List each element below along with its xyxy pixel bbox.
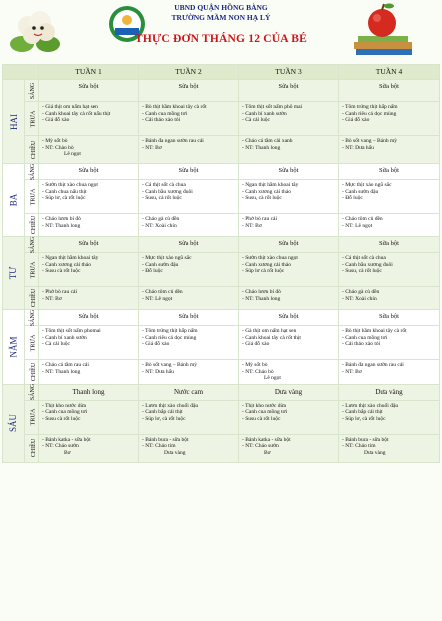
- meal-item: Sữa bột: [178, 83, 199, 90]
- session-name: CHIỀU: [31, 140, 38, 159]
- meal-item: - NT: Cháo sườn: [242, 443, 279, 450]
- meal-item: - Tôm trứng thịt hấp nấm: [342, 104, 398, 110]
- meal-item: - Sườn thịt xào chua ngọt: [242, 255, 298, 261]
- meal-cell: [139, 360, 239, 385]
- meal-item: - Canh bí xanh sườn: [242, 110, 287, 117]
- meal-item: - Mực thịt xào ngũ sắc: [142, 255, 192, 261]
- meal-item: - Canh bí xanh sườn: [42, 334, 87, 341]
- meal-item: - Giá đỗ xào: [242, 341, 270, 348]
- meal-item: - Canh khoai tây cà rốt nấu thịt: [42, 110, 111, 117]
- row-morning: [3, 384, 440, 400]
- meal-cell: [139, 287, 239, 310]
- session-label: [25, 400, 39, 434]
- meal-cell: [339, 164, 440, 180]
- meal-item: - Giá đỗ xào: [342, 117, 370, 124]
- week-2-header: TUẦN 2: [139, 65, 239, 80]
- corner-cell: [3, 65, 39, 80]
- meal-item: - Bò sốt vang – Bánh mỳ: [142, 362, 197, 368]
- meal-item: - Tôm thịt sốt nấm phô mai: [242, 104, 303, 110]
- meal-item: - Cháo gà củ dền: [142, 216, 180, 222]
- meal-item: - Bánh bura - sữa bột: [342, 436, 389, 443]
- meal-item: - Cháo cá tầm rau cải: [42, 362, 89, 368]
- meal-item: - Tôm thịt sốt nấm phomai: [42, 328, 101, 334]
- meal-item: Bơ: [64, 449, 71, 456]
- menu-body: [3, 80, 440, 463]
- meal-item: - Sườn thịt xào chua ngọt: [42, 182, 98, 188]
- session-label: [25, 310, 39, 326]
- meal-item: - NT: Xoài chín: [142, 222, 177, 229]
- session-label: [25, 180, 39, 214]
- meal-item: Sữa bột: [78, 313, 99, 320]
- meal-cell: [39, 253, 139, 287]
- day-name: BA: [8, 193, 19, 207]
- meal-item: - NT: Bơ: [42, 295, 62, 302]
- row-afternoon: [3, 214, 440, 237]
- meal-item: - NT: Cháo sườn: [42, 443, 79, 450]
- meal-cell: [339, 237, 440, 253]
- meal-item: - Bánh đa ngan sườn rau cải: [342, 362, 404, 368]
- session-label: [25, 102, 39, 136]
- day-label: [3, 384, 25, 462]
- session-label: [25, 326, 39, 360]
- meal-item: - Bánh đa ngan sườn rau cải: [142, 138, 204, 144]
- meal-item: - NT: Dưa hấu: [342, 144, 374, 151]
- meal-cell: [239, 360, 339, 385]
- school-name: TRƯỜNG MẦM NON HẠ LÝ: [171, 13, 271, 22]
- meal-item: - Bò thịt hầm khoai tây cà rốt: [342, 328, 407, 334]
- meal-cell: [239, 214, 339, 237]
- meal-item: Sữa bột: [278, 167, 299, 174]
- session-name: CHIỀU: [31, 288, 38, 308]
- session-name: TRƯA: [30, 408, 37, 426]
- meal-item: - NT: Bơ: [242, 222, 262, 229]
- meal-cell: [39, 310, 139, 326]
- session-name: CHIỀU: [31, 439, 38, 458]
- meal-cell: [239, 237, 339, 253]
- meal-item: - Cà cải luộc: [42, 341, 70, 348]
- meal-cell: [39, 80, 139, 102]
- meal-item: - NT: Lê ngọt: [342, 222, 373, 229]
- meal-item: - Canh riêu cá dọc mùng: [142, 334, 197, 341]
- row-morning: [3, 80, 440, 102]
- meal-item: - NT: Cháo tim: [142, 443, 176, 450]
- meal-cell: [39, 287, 139, 310]
- meal-item: - Canh cua mồng tơi: [242, 409, 288, 416]
- meal-cell: [239, 310, 339, 326]
- meal-item: - Susu, cà rốt luộc: [242, 195, 282, 202]
- row-noon: [3, 400, 440, 434]
- meal-cell: [239, 434, 339, 462]
- meal-item: Sữa bột: [178, 313, 199, 320]
- meal-cell: [339, 253, 440, 287]
- meal-item: - Canh xương cải thảo: [242, 188, 291, 195]
- row-afternoon: [3, 434, 440, 462]
- meal-cell: [39, 326, 139, 360]
- day-name: TƯ: [8, 266, 19, 280]
- session-label: [25, 237, 39, 253]
- meal-cell: [239, 253, 339, 287]
- meal-item: - Cháo lươn bí đỏ: [242, 289, 281, 295]
- meal-item: - Lươn thịt xào chuối đậu: [342, 402, 399, 409]
- meal-cell: [39, 180, 139, 214]
- meal-item: - Cải thảo xào tỏi: [342, 341, 381, 348]
- meal-item: - Canh chua nấu thịt: [42, 188, 87, 195]
- session-label: [25, 80, 39, 102]
- meal-item: - Cá thịt sốt cà chua: [342, 255, 386, 261]
- meal-cell: [139, 102, 239, 136]
- meal-item: - Tôm trứng thịt hấp nấm: [142, 328, 198, 334]
- meal-item: - Ngan thịt hầm khoai tây: [242, 182, 299, 188]
- meal-item: - Cá thịt sốt cà chua: [142, 182, 186, 188]
- row-afternoon: [3, 136, 440, 164]
- meal-cell: [139, 253, 239, 287]
- weekly-menu-table: [2, 64, 440, 463]
- meal-cell: [339, 310, 440, 326]
- meal-item: - Thịt kho nước dừa: [242, 402, 286, 409]
- meal-item: Sữa bột: [178, 167, 199, 174]
- meal-item: - Giá đỗ xào: [42, 117, 70, 124]
- meal-cell: [39, 400, 139, 434]
- meal-item: - Canh sườn đậu: [342, 188, 379, 195]
- meal-item: - NT: Bơ: [142, 144, 162, 151]
- meal-cell: [239, 164, 339, 180]
- session-name: SÁNG: [30, 309, 37, 326]
- apple-books-illustration: [346, 2, 416, 57]
- meal-cell: [39, 434, 139, 462]
- meal-item: Sữa bột: [379, 240, 399, 247]
- row-afternoon: [3, 287, 440, 310]
- row-noon: [3, 326, 440, 360]
- day-label: [3, 310, 25, 385]
- meal-cell: [139, 80, 239, 102]
- meal-cell: [239, 400, 339, 434]
- meal-item: - Bò thịt hầm khoai tây cà rốt: [142, 104, 207, 110]
- meal-item: Sữa bột: [278, 240, 299, 247]
- meal-item: Nước cam: [173, 387, 204, 396]
- session-name: TRƯA: [30, 261, 37, 278]
- meal-cell: [239, 384, 339, 400]
- row-morning: [3, 237, 440, 253]
- meal-item: - Phở bò rau cải: [42, 289, 77, 295]
- meal-cell: [339, 102, 440, 136]
- session-label: [25, 253, 39, 287]
- meal-item: - Bò sốt vang – Bánh mỳ: [342, 138, 397, 144]
- meal-item: - Cải thảo xào tỏi: [142, 117, 181, 124]
- meal-cell: [339, 326, 440, 360]
- meal-item: - Bánh katka - sữa bột: [242, 436, 291, 443]
- meal-cell: [39, 164, 139, 180]
- meal-cell: [139, 180, 239, 214]
- meal-item: Sữa bột: [78, 83, 99, 90]
- meal-item: - NT: Chào bò: [42, 144, 74, 151]
- session-label: [25, 287, 39, 310]
- row-noon: [3, 253, 440, 287]
- meal-item: - Đỗ luộc: [342, 195, 363, 202]
- meal-cell: [339, 80, 440, 102]
- meal-cell: [339, 360, 440, 385]
- meal-cell: [239, 326, 339, 360]
- meal-item: - Cháo gà củ dền: [342, 289, 380, 295]
- meal-item: - Bánh bura - sữa bột: [142, 436, 189, 443]
- meal-item: - Giá đỗ xào: [142, 341, 170, 348]
- session-name: SÁNG: [30, 236, 37, 253]
- meal-cell: [39, 384, 139, 400]
- meal-cell: [139, 400, 239, 434]
- row-afternoon: [3, 360, 440, 385]
- meal-item: Dưa vàng: [274, 387, 303, 396]
- meal-item: Sữa bột: [278, 313, 299, 320]
- meal-cell: [339, 434, 440, 462]
- meal-cell: [339, 384, 440, 400]
- session-name: TRƯA: [30, 110, 37, 127]
- week-1-header: TUẦN 1: [39, 65, 139, 80]
- meal-cell: [239, 180, 339, 214]
- day-label: [3, 164, 25, 237]
- meal-item: - Canh bầu xương đuôi: [142, 188, 193, 195]
- session-label: [25, 434, 39, 462]
- meal-cell: [139, 326, 239, 360]
- meal-item: - Súp lơ, cà rốt luộc: [342, 415, 386, 422]
- meal-item: - Mực thịt xào ngũ sắc: [342, 182, 392, 188]
- meal-cell: [139, 164, 239, 180]
- meal-item: - Canh cua mồng tơi: [342, 334, 388, 341]
- meal-item: - Canh cua mồng tơi: [42, 409, 88, 416]
- meal-cell: [239, 80, 339, 102]
- meal-item: - NT: Xoài chín: [342, 295, 377, 302]
- meal-item: - Cháo tôm củ dền: [142, 289, 183, 295]
- meal-item: - NT: Thanh long: [242, 295, 281, 302]
- row-morning: [3, 164, 440, 180]
- meal-item: Dưa vàng: [375, 387, 403, 396]
- meal-item: - Canh bắp cải thịt: [142, 409, 183, 416]
- meal-cell: [139, 214, 239, 237]
- meal-item: Thanh long: [72, 387, 105, 396]
- meal-cell: [139, 384, 239, 400]
- row-morning: [3, 310, 440, 326]
- meal-item: Sữa bột: [379, 83, 399, 90]
- session-label: [25, 384, 39, 400]
- meal-item: - NT: Bơ: [342, 368, 362, 375]
- day-name: HAI: [8, 113, 19, 130]
- meal-cell: [39, 360, 139, 385]
- meal-item: - Súp lơ, cà rốt luộc: [142, 415, 186, 422]
- meal-cell: [339, 136, 440, 164]
- row-noon: [3, 102, 440, 136]
- meal-item: - Canh khoai tây cà rốt thịt: [242, 334, 301, 341]
- day-label: [3, 80, 25, 164]
- session-name: CHIỀU: [31, 215, 38, 235]
- session-name: SÁNG: [30, 384, 37, 401]
- meal-item: Lê ngọt: [264, 375, 281, 382]
- meal-cell: [139, 237, 239, 253]
- week-3-header: TUẦN 3: [239, 65, 339, 80]
- day-label: [3, 237, 25, 310]
- district-name: UBND QUẬN HỒNG BÀNG: [174, 3, 268, 12]
- meal-cell: [339, 287, 440, 310]
- meal-item: - Susu cà rốt luộc: [42, 415, 81, 422]
- meal-cell: [239, 287, 339, 310]
- meal-item: - Mỳ sốt bò: [242, 362, 268, 368]
- meal-item: - NT: Cháo tim: [342, 443, 376, 450]
- session-name: CHIỀU: [31, 362, 38, 382]
- meal-item: - NT: Cháo bò: [242, 368, 274, 375]
- meal-cell: [39, 102, 139, 136]
- meal-item: - Súp lơ, cà rốt luộc: [42, 195, 86, 202]
- meal-cell: [339, 400, 440, 434]
- session-label: [25, 360, 39, 385]
- meal-item: - Cháo lươn bí đỏ: [42, 216, 81, 222]
- meal-item: Sữa bột: [78, 167, 99, 174]
- meal-item: Sữa bột: [379, 167, 399, 174]
- meal-item: - Canh xương cải thảo: [42, 261, 91, 268]
- meal-item: - Cháo tôm củ dền: [342, 216, 383, 222]
- meal-item: - Susu cà rốt luộc: [42, 268, 81, 275]
- meal-item: Bơ: [264, 449, 271, 456]
- meal-item: - Cháo cá tầm cải xanh: [242, 138, 293, 144]
- meal-cell: [339, 214, 440, 237]
- meal-item: - Ngan thịt hầm khoai tây: [42, 255, 99, 261]
- meal-item: - NT: Thanh long: [42, 368, 81, 375]
- meal-item: - Gà thịt om nấm hạt sen: [242, 328, 297, 334]
- meal-cell: [39, 237, 139, 253]
- meal-item: - Canh bầu xương đuôi: [342, 261, 393, 268]
- meal-cell: [239, 136, 339, 164]
- day-name: SÁU: [8, 414, 19, 433]
- meal-item: Sữa bột: [178, 240, 199, 247]
- meal-cell: [239, 102, 339, 136]
- meal-item: - Thịt kho nước dừa: [42, 402, 86, 409]
- session-name: TRƯA: [30, 334, 37, 351]
- meal-item: - Cà cải luộc: [242, 117, 270, 124]
- meal-item: - NT: Thanh long: [242, 144, 281, 151]
- meal-item: - NT: Dưa hấu: [142, 368, 174, 375]
- meal-item: Lê ngọt: [64, 151, 81, 158]
- meal-item: - NT: Thanh long: [42, 222, 81, 229]
- meal-item: Dưa vàng: [164, 449, 186, 456]
- meal-cell: [39, 214, 139, 237]
- meal-cell: [339, 180, 440, 214]
- header: [0, 0, 442, 60]
- meal-item: - Susu cà rốt luộc: [242, 415, 281, 422]
- menu-title: THỰC ĐƠN THÁNG 12 CỦA BÉ: [135, 33, 307, 45]
- meal-item: - Lươn thịt xào chuối đậu: [142, 402, 199, 409]
- week-4-header: TUẦN 4: [339, 65, 440, 80]
- meal-item: - Mỳ sốt bò: [42, 138, 68, 144]
- meal-cell: [39, 136, 139, 164]
- meal-cell: [139, 434, 239, 462]
- meal-item: - Phở bò rau cải: [242, 216, 277, 222]
- meal-item: - Canh riêu cá dọc mùng: [342, 110, 397, 117]
- meal-item: - Canh bắp cải thịt: [342, 409, 383, 416]
- day-name: NĂM: [8, 336, 19, 358]
- meal-item: - Canh xương cải thảo: [242, 261, 291, 268]
- meal-cell: [139, 136, 239, 164]
- session-name: SÁNG: [30, 163, 37, 180]
- row-noon: [3, 180, 440, 214]
- meal-item: - Susu, cà rốt luộc: [142, 195, 182, 202]
- meal-cell: [139, 310, 239, 326]
- meal-item: - NT: Lê ngọt: [142, 295, 173, 302]
- meal-item: - Đỗ luộc: [142, 268, 163, 275]
- meal-item: Sữa bột: [78, 240, 99, 247]
- session-name: TRƯA: [30, 188, 37, 205]
- session-name: SÁNG: [30, 82, 37, 99]
- session-label: [25, 214, 39, 237]
- meal-item: - Canh cua mồng tơi: [142, 110, 188, 117]
- meal-item: Sữa bột: [379, 313, 399, 320]
- meal-item: - Canh sườn đậu: [142, 261, 179, 268]
- meal-item: - Susu, cà rốt luộc: [342, 268, 382, 275]
- meal-item: - Bánh katka - sữa bột: [42, 436, 91, 443]
- meal-item: Dưa vàng: [364, 449, 386, 456]
- session-label: [25, 136, 39, 164]
- session-label: [25, 164, 39, 180]
- meal-item: - Súp lơ cà rốt luộc: [242, 268, 285, 275]
- meal-item: Sữa bột: [278, 83, 299, 90]
- meal-item: - Giá thịt om nấm hạt sen: [42, 104, 98, 110]
